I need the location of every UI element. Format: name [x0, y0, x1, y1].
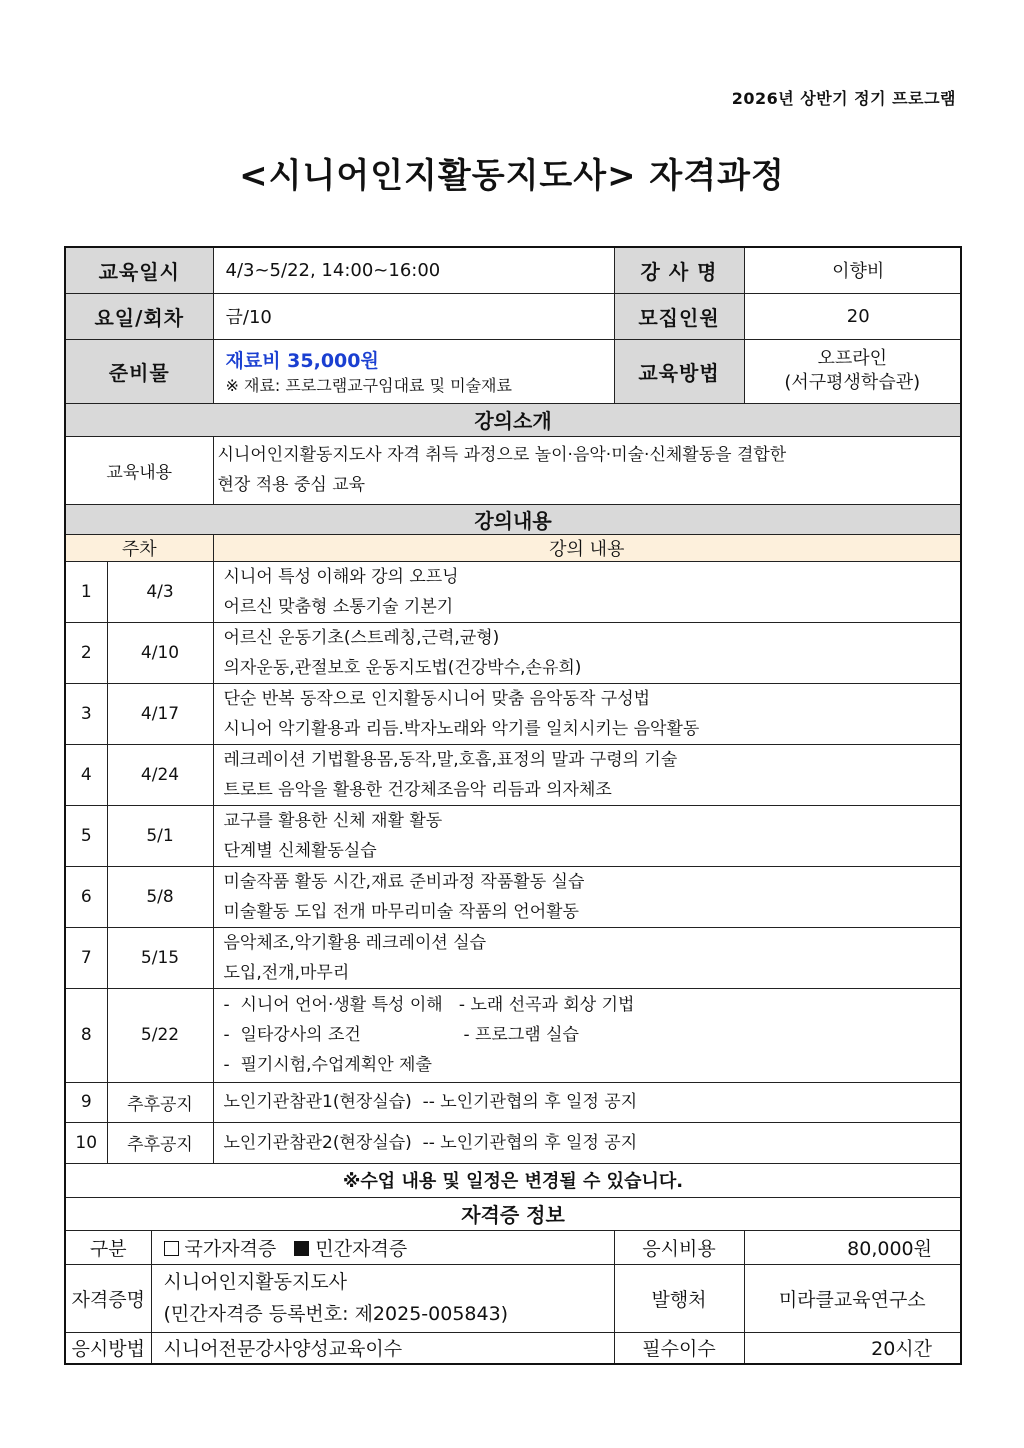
week-header: 주차: [65, 534, 213, 561]
method-label: 교육방법: [614, 339, 744, 403]
content-line: 의자운동,관절보호 운동지도법(건강박수,손유희): [223, 657, 582, 678]
content-line: - 일타강사의 조건 - 프로그램 실습: [223, 1025, 579, 1045]
checkbox-filled-icon: [294, 1241, 309, 1256]
issuer-label: 발행처: [614, 1264, 744, 1332]
hours-value: 20시간: [744, 1332, 961, 1364]
supplies-note: ※ 재료: 프로그램교구임대료 및 미술재료: [225, 376, 512, 395]
day-label: 요일/회차: [65, 293, 213, 339]
checkbox-empty-icon: [164, 1241, 179, 1256]
exam-value: 시니어전문강사양성교육이수: [151, 1332, 614, 1364]
program-label: 2026년 상반기 정기 프로그램: [731, 89, 956, 108]
week-number: 1: [65, 561, 107, 622]
week-number: 8: [65, 988, 107, 1082]
instructor-label: 강 사 명: [614, 247, 744, 293]
date-label: 교육일시: [65, 247, 213, 293]
week-date: 5/15: [107, 927, 213, 988]
week-number: 6: [65, 866, 107, 927]
type-options: [151, 1230, 614, 1264]
supplies-fee: 재료비 35,000원: [225, 350, 379, 372]
content-line: 레크레이션 기법활용몸,동작,말,호흡,표정의 말과 구령의 기술: [223, 749, 678, 770]
week-content: [213, 805, 961, 866]
week-content: [213, 561, 961, 622]
option-private: 민간자격증: [315, 1237, 408, 1260]
week-number: 5: [65, 805, 107, 866]
fee-value: 80,000원: [744, 1230, 961, 1264]
week-content: [213, 1122, 961, 1163]
table-row: [65, 622, 961, 683]
content-line: 단계별 신체활동실습: [223, 840, 377, 861]
instructor-value: 이향비: [744, 247, 961, 293]
week-content: [213, 988, 961, 1082]
course-table: [64, 246, 962, 1365]
fee-label: 응시비용: [614, 1230, 744, 1264]
week-date: 4/24: [107, 744, 213, 805]
recruit-label: 모집인원: [614, 293, 744, 339]
schedule-notice: ※수업 내용 및 일정은 변경될 수 있습니다.: [65, 1163, 961, 1197]
week-content: [213, 622, 961, 683]
week-number: 10: [65, 1122, 107, 1163]
method-value: [744, 339, 961, 403]
week-date: 추후공지: [107, 1082, 213, 1122]
method-value-1: 오프라인: [817, 348, 888, 369]
intro-content: [213, 436, 961, 504]
name-line-1: 시니어인지활동지도사: [163, 1271, 348, 1293]
table-row: [65, 744, 961, 805]
week-number: 2: [65, 622, 107, 683]
content-header: 강의 내용: [213, 534, 961, 561]
week-content: [213, 927, 961, 988]
content-line: 음악체조,악기활용 레크레이션 실습: [223, 932, 487, 953]
week-date: 4/17: [107, 683, 213, 744]
week-content: [213, 744, 961, 805]
option-national: 국가자격증: [184, 1237, 277, 1260]
content-line: - 시니어 언어·생활 특성 이해 - 노래 선곡과 회상 기법: [223, 995, 635, 1015]
content-line: 시니어 특성 이해와 강의 오프닝: [223, 566, 459, 587]
week-number: 9: [65, 1082, 107, 1122]
content-line: 노인기관참관1(현장실습) -- 노인기관협의 후 일정 공지: [223, 1092, 638, 1112]
content-line: 미술활동 도입 전개 마무리미술 작품의 언어활동: [223, 901, 579, 922]
content-line: 시니어 악기활용과 리듬.박자노래와 악기를 일치시키는 음악활동: [223, 718, 700, 739]
content-line: 교구를 활용한 신체 재활 활동: [223, 810, 443, 831]
date-value: 4/3~5/22, 14:00~16:00: [213, 247, 614, 293]
table-row: [65, 683, 961, 744]
content-line: 단순 반복 동작으로 인지활동시니어 맞춤 음악동작 구성법: [223, 688, 651, 709]
table-row: [65, 988, 961, 1082]
content-line: 어르신 운동기초(스트레칭,근력,균형): [223, 627, 500, 648]
content-line: 어르신 맞춤형 소통기술 기본기: [223, 596, 454, 617]
day-value: 금/10: [213, 293, 614, 339]
page-title: <시니어인지활동지도사> 자격과정: [239, 156, 785, 196]
week-date: 4/3: [107, 561, 213, 622]
exam-label: 응시방법: [65, 1332, 151, 1364]
table-row: [65, 927, 961, 988]
content-line: 미술작품 활동 시간,재료 준비과정 작품활동 실습: [223, 871, 585, 892]
content-line: 트로트 음악을 활용한 건강체조음악 리듬과 의자체조: [223, 779, 612, 800]
intro-line-1: 시니어인지활동지도사 자격 취득 과정으로 놀이·음악·미술·신체활동을 결합한: [217, 445, 787, 465]
intro-section-title: 강의소개: [65, 403, 961, 436]
name-value: [151, 1264, 614, 1332]
type-label: 구분: [65, 1230, 151, 1264]
week-content: [213, 683, 961, 744]
week-content: [213, 866, 961, 927]
certificate-section-title: 자격증 정보: [65, 1197, 961, 1230]
week-date: 5/22: [107, 988, 213, 1082]
name-label: 자격증명: [65, 1264, 151, 1332]
table-row: [65, 1082, 961, 1122]
table-row: [65, 1122, 961, 1163]
table-row: [65, 866, 961, 927]
content-line: 도입,전개,마무리: [223, 962, 350, 983]
week-content: [213, 1082, 961, 1122]
table-row: [65, 805, 961, 866]
supplies-value: [213, 339, 614, 403]
week-number: 7: [65, 927, 107, 988]
content-line: - 필기시험,수업계획안 제출: [223, 1055, 432, 1075]
content-line: 노인기관참관2(현장실습) -- 노인기관협의 후 일정 공지: [223, 1132, 638, 1153]
issuer-value: 미라클교육연구소: [744, 1264, 961, 1332]
week-date: 5/8: [107, 866, 213, 927]
curriculum-section-title: 강의내용: [65, 504, 961, 534]
week-date: 5/1: [107, 805, 213, 866]
week-date: 추후공지: [107, 1122, 213, 1163]
method-value-2: (서구평생학습관): [784, 372, 921, 393]
hours-label: 필수이수: [614, 1332, 744, 1364]
table-row: [65, 561, 961, 622]
week-date: 4/10: [107, 622, 213, 683]
supplies-label: 준비물: [65, 339, 213, 403]
week-number: 4: [65, 744, 107, 805]
intro-line-2: 현장 적용 중심 교육: [217, 475, 366, 495]
name-line-2: (민간자격증 등록번호: 제2025-005843): [163, 1303, 509, 1325]
content-label: 교육내용: [65, 436, 213, 504]
recruit-value: 20: [744, 293, 961, 339]
week-number: 3: [65, 683, 107, 744]
